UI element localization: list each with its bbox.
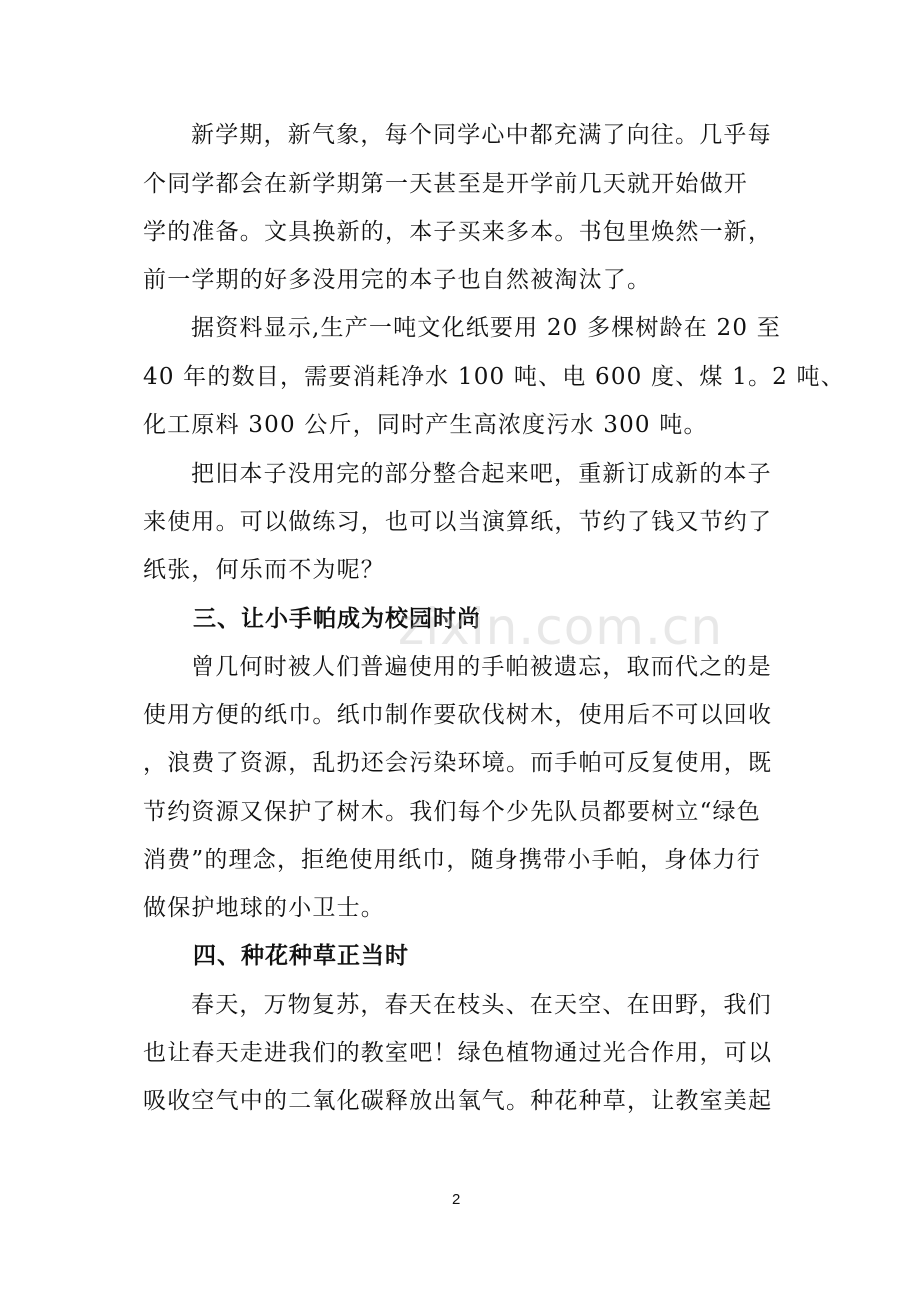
paragraph-line: 曾几何时被人们普遍使用的手帕被遗忘，取而代之的是 [191, 654, 772, 680]
paragraph-line: 纸张，何乐而不为呢？ [143, 557, 385, 583]
paragraph-line: 使用方便的纸巾。纸巾制作要砍伐树木，使用后不可以回收 [143, 702, 773, 728]
paragraph-line: 做保护地球的小卫士。 [143, 895, 385, 921]
paragraph-line: 节约资源又保护了树木。我们每个少先队员都要树立“绿色 [143, 799, 761, 825]
paragraph-line: 消费”的理念，拒绝使用纸巾，随身携带小手帕，身体力行 [143, 847, 761, 873]
paragraph-line: 学的准备。文具换新的，本子买来多本。书包里焕然一新， [143, 219, 773, 245]
watermark: zixin.com.cn [398, 598, 724, 656]
paragraph-line: 吸收空气中的二氧化碳释放出氧气。种花种草，让教室美起 [143, 1088, 773, 1114]
section-heading: 三、让小手帕成为校园时尚 [193, 606, 481, 632]
paragraph-line: 也让春天走进我们的教室吧！绿色植物通过光合作用，可以 [143, 1040, 773, 1066]
paragraph-line: 化工原料 300 公斤，同时产生高浓度污水 300 吨。 [143, 412, 708, 438]
paragraph-line: 把旧本子没用完的部分整合起来吧，重新订成新的本子 [191, 461, 772, 487]
paragraph-line: 据资料显示,生产一吨文化纸要用 20 多棵树龄在 20 至 [191, 315, 781, 341]
paragraph-line: 来使用。可以做练习，也可以当演算纸，节约了钱又节约了 [143, 509, 773, 535]
paragraph-line: 新学期，新气象，每个同学心中都充满了向往。几乎每 [191, 122, 772, 148]
paragraph-line: ，浪费了资源，乱扔还会污染环境。而手帕可反复使用，既 [143, 750, 773, 776]
paragraph-line: 个同学都会在新学期第一天甚至是开学前几天就开始做开 [143, 171, 748, 197]
page-number: 2 [452, 1191, 461, 1208]
paragraph-line: 春天，万物复苏，春天在枝头、在天空、在田野，我们 [191, 992, 772, 1018]
paragraph-line: 40 年的数目，需要消耗净水 100 吨、电 600 度、煤 1。2 吨、 [143, 364, 845, 390]
section-heading: 四、种花种草正当时 [193, 943, 409, 969]
paragraph-line: 前一学期的好多没用完的本子也自然被淘汰了。 [143, 267, 652, 293]
